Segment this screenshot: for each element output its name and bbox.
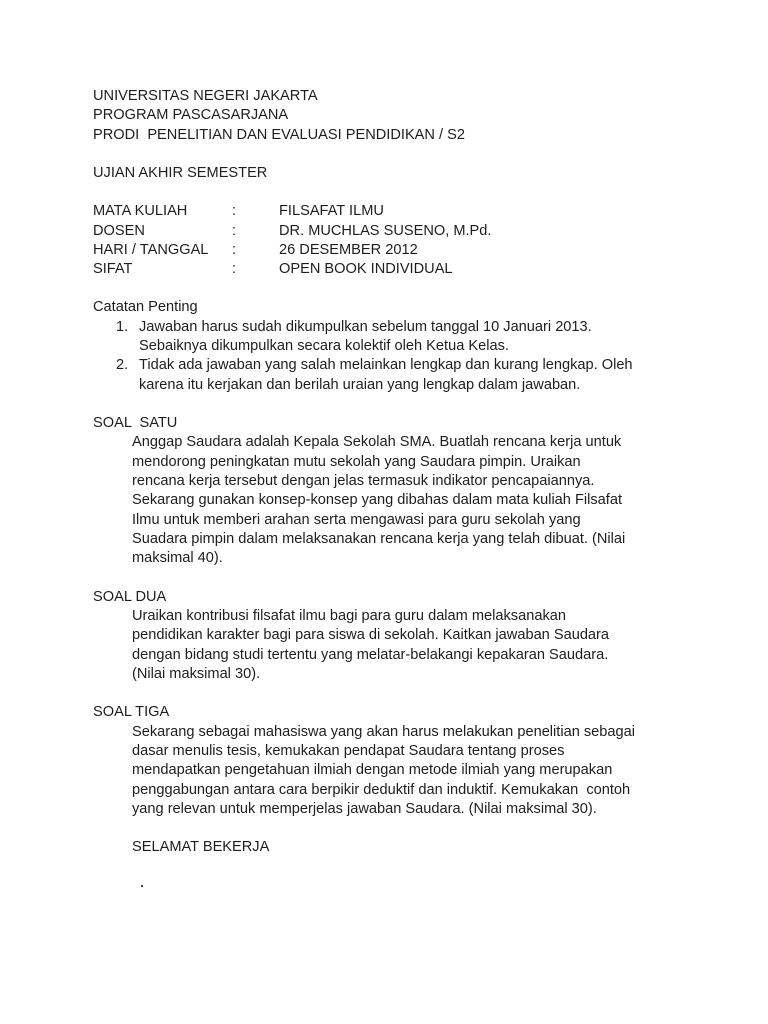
info-value-hari-tanggal: 26 DESEMBER 2012: [279, 242, 418, 258]
info-colon: :: [232, 223, 237, 239]
question-line: mendorong peningkatan mutu sekolah yang Saudara pimpin. Uraikan: [132, 454, 581, 470]
question-line: (Nilai maksimal 30).: [132, 666, 261, 682]
question-title-1: SOAL SATU: [93, 415, 178, 431]
note-line: Jawaban harus sudah dikumpulkan sebelum tanggal 10 Januari 2013.: [139, 319, 592, 335]
question-title-3: SOAL TIGA: [93, 704, 170, 720]
note-line: Tidak ada jawaban yang salah melainkan lengkap dan kurang lengkap. Oleh: [139, 357, 633, 373]
info-label-dosen: DOSEN: [93, 223, 145, 239]
info-value-mata-kuliah: FILSAFAT ILMU: [279, 203, 384, 219]
question-title-2: SOAL DUA: [93, 589, 167, 605]
question-line: Ilmu untuk memberi arahan serta mengawasi para guru sekolah yang: [132, 512, 581, 528]
info-value-sifat: OPEN BOOK INDIVIDUAL: [279, 261, 453, 277]
university-name: UNIVERSITAS NEGERI JAKARTA: [93, 88, 318, 104]
note-number: 1.: [116, 319, 129, 335]
info-label-mata-kuliah: MATA KULIAH: [93, 203, 188, 219]
info-label-sifat: SIFAT: [93, 261, 133, 277]
question-line: pendidikan karakter bagi para siswa di sekolah. Kaitkan jawaban Saudara: [132, 627, 610, 643]
question-line: Sekarang sebagai mahasiswa yang akan harus melakukan penelitian sebagai: [132, 724, 635, 740]
question-line: dasar menulis tesis, kemukakan pendapat Saudara tentang proses: [132, 743, 565, 759]
notes-title: Catatan Penting: [93, 299, 198, 315]
question-line: Suadara pimpin dalam melaksanakan rencana kerja yang telah dibuat. (Nilai: [132, 531, 626, 547]
info-colon: :: [232, 203, 237, 219]
question-line: mendapatkan pengetahuan ilmiah dengan metode ilmiah yang merupakan: [132, 762, 613, 778]
question-line: maksimal 40).: [132, 550, 223, 566]
closing-text: SELAMAT BEKERJA: [132, 839, 270, 855]
info-value-dosen: DR. MUCHLAS SUSENO, M.Pd.: [279, 223, 492, 239]
program-name: PROGRAM PASCASARJANA: [93, 107, 289, 123]
note-line: karena itu kerjakan dan berilah uraian yang lengkap dalam jawaban.: [139, 377, 581, 393]
question-line: rencana kerja tersebut dengan jelas termasuk indikator pencapaiannya.: [132, 473, 595, 489]
question-line: Sekarang gunakan konsep-konsep yang dibahas dalam mata kuliah Filsafat: [132, 492, 623, 508]
note-number: 2.: [116, 357, 129, 373]
info-label-hari-tanggal: HARI / TANGGAL: [93, 242, 209, 258]
question-line: yang relevan untuk memperjelas jawaban Saudara. (Nilai maksimal 30).: [132, 801, 597, 817]
prodi-name: PRODI PENELITIAN DAN EVALUASI PENDIDIKAN / S2: [93, 127, 465, 143]
info-colon: :: [232, 242, 237, 258]
info-colon: :: [232, 261, 237, 277]
question-line: dengan bidang studi tertentu yang melatar-belakangi kepakaran Saudara.: [132, 647, 609, 663]
note-line: Sebaiknya dikumpulkan secara kolektif oleh Ketua Kelas.: [139, 338, 509, 354]
exam-title: UJIAN AKHIR SEMESTER: [93, 165, 268, 181]
question-line: penggabungan antara cara berpikir deduktif dan induktif. Kemukakan contoh: [132, 782, 631, 798]
question-line: Uraikan kontribusi filsafat ilmu bagi para guru dalam melaksanakan: [132, 608, 566, 624]
question-line: Anggap Saudara adalah Kepala Sekolah SMA. Buatlah rencana kerja untuk: [132, 434, 622, 450]
trailing-dot: [141, 885, 143, 887]
